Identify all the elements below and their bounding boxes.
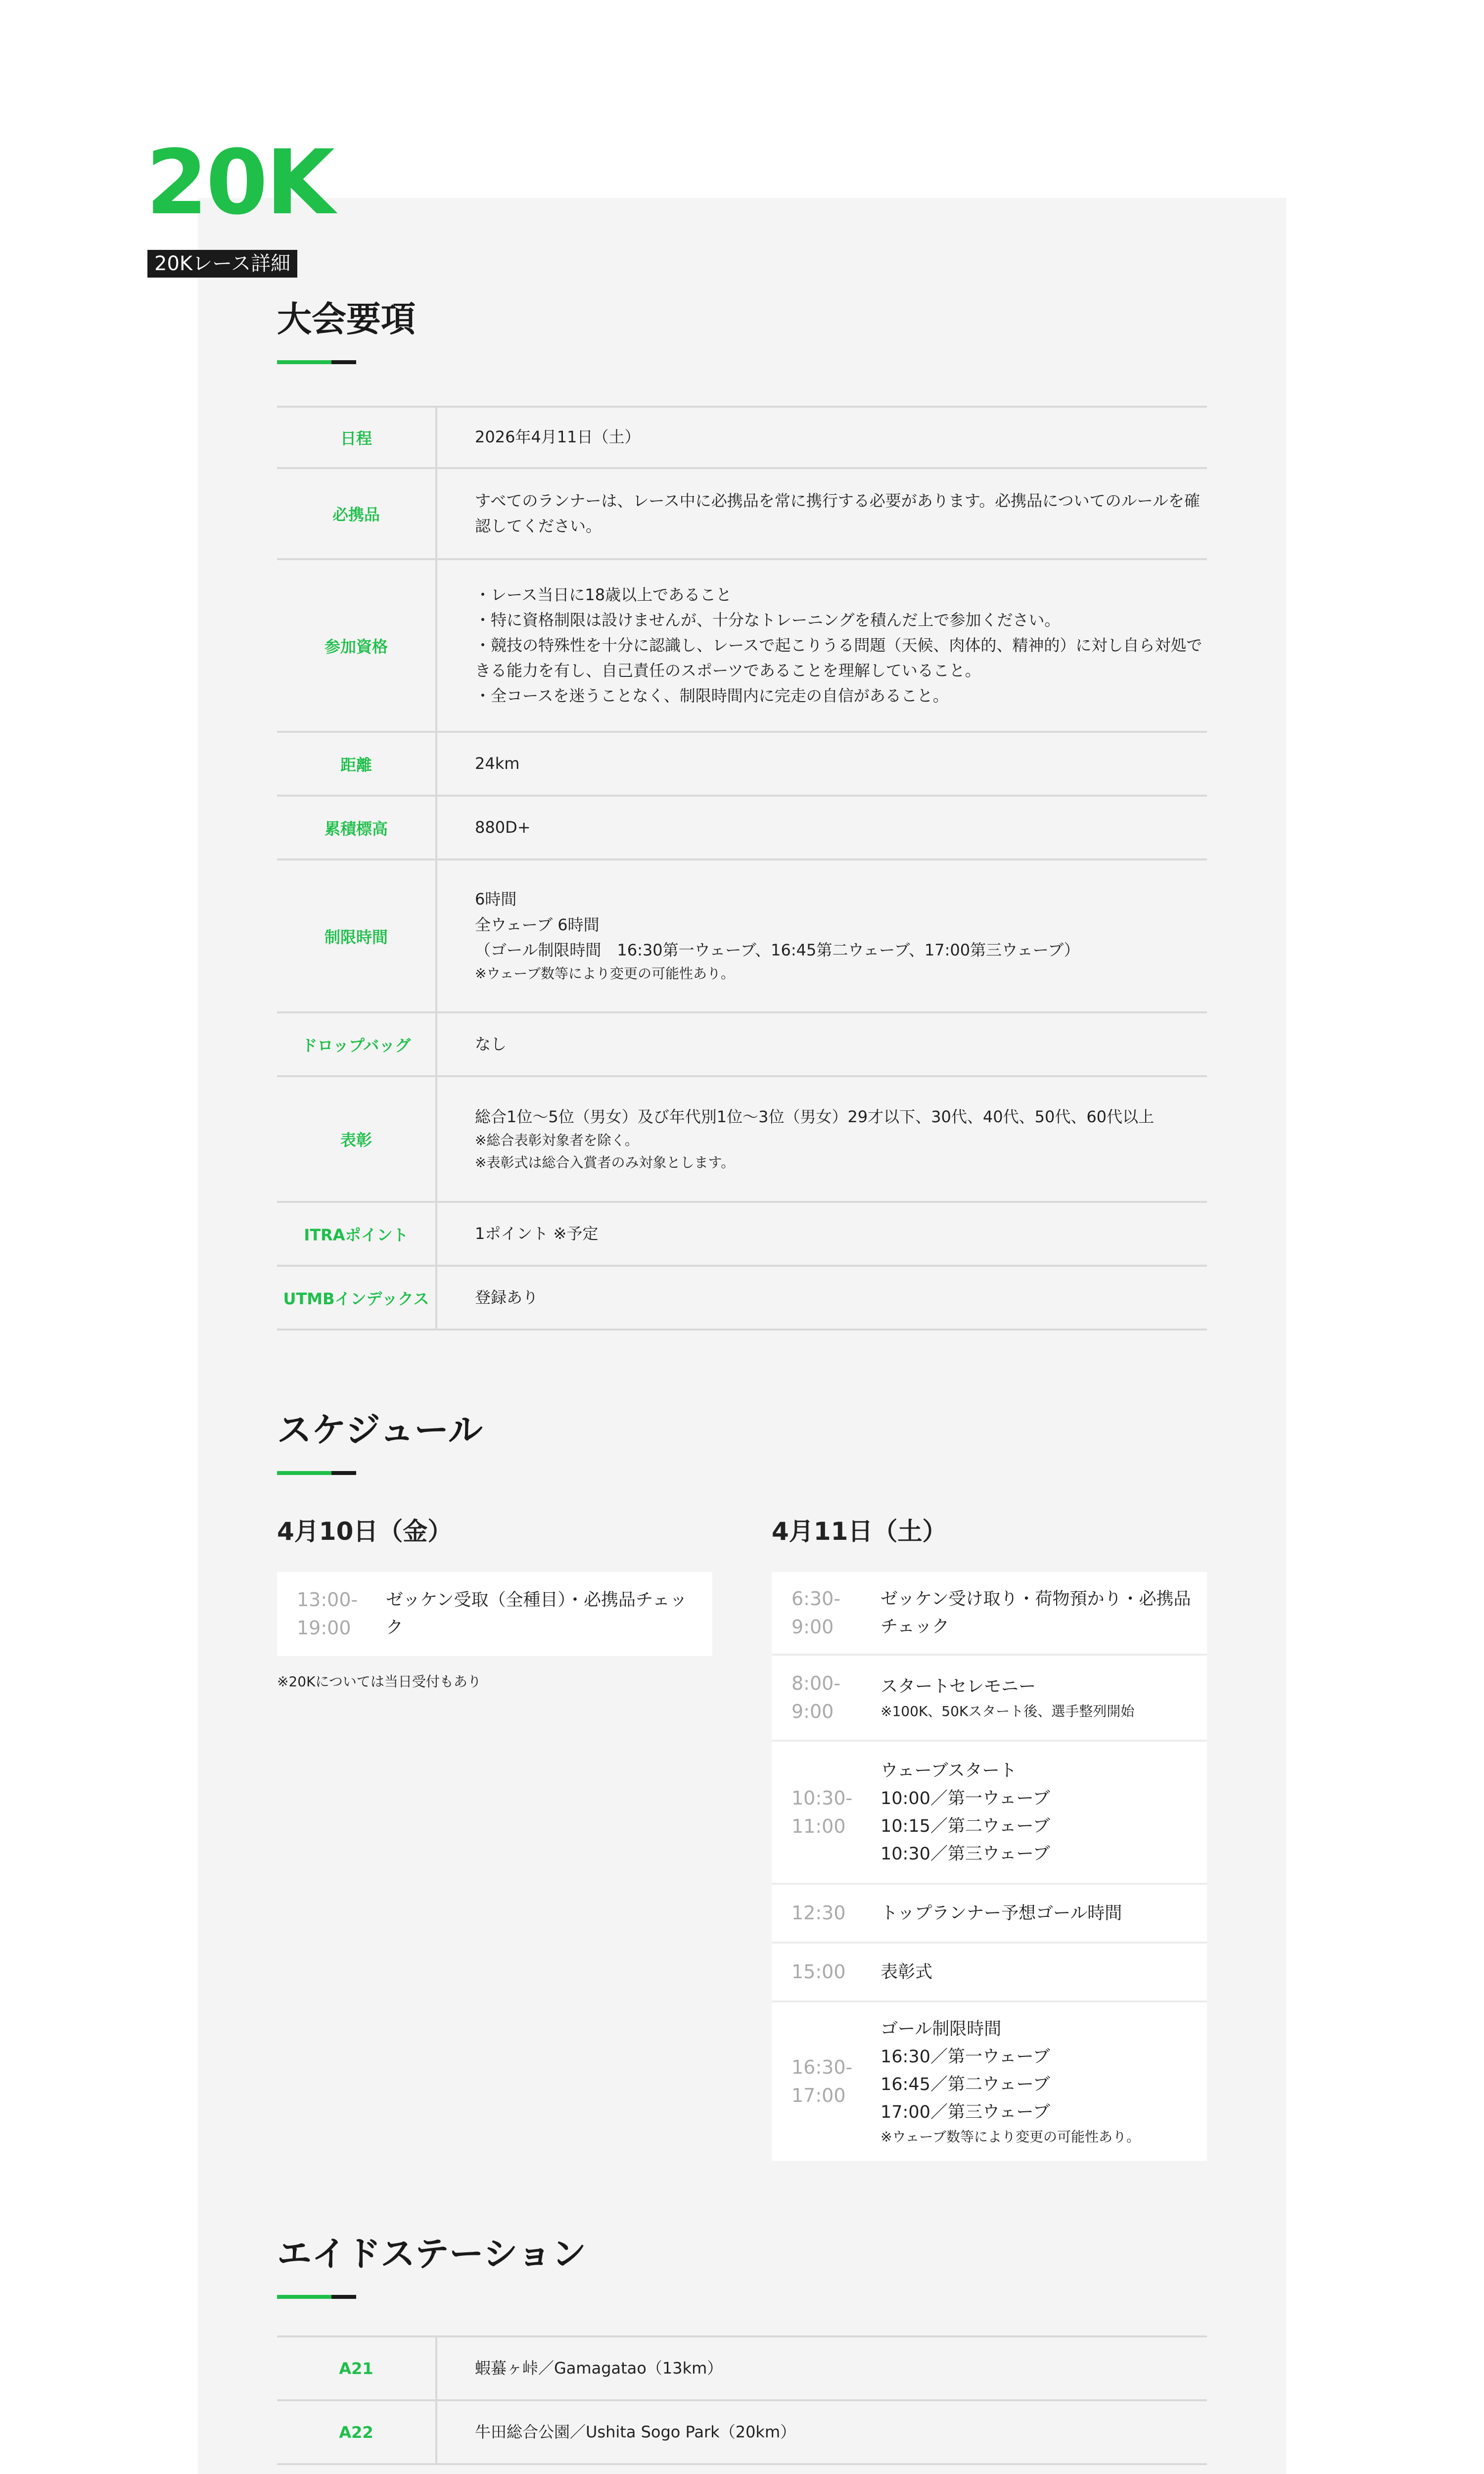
outline-table	[277, 406, 1207, 1331]
schedule-day2	[772, 1512, 1207, 2161]
schedule-item	[772, 1885, 1207, 1944]
row-label: 参加資格	[277, 560, 437, 731]
schedule-day1	[277, 1512, 712, 1691]
aid-row	[277, 2401, 1207, 2465]
schedule-time: 10:30- 11:00	[791, 1787, 853, 1837]
schedule-item	[772, 1944, 1207, 2002]
day1-heading: 4月10日（金）	[277, 1517, 453, 1546]
outline-row-drop-bag	[277, 1013, 1207, 1077]
row-value: ・特に資格制限は設けませんが、十分なトレーニングを積んだ上で参加ください。	[475, 610, 1061, 629]
schedule-desc: ウェーブスタート 10:00／第一ウェーブ 10:15／第二ウェーブ 10:30／第三ウェーブ	[881, 1760, 1050, 1864]
outline-row-date	[277, 406, 1207, 469]
row-label: 日程	[277, 408, 437, 467]
schedule-note: ※ウェーブ数等により変更の可能性あり。	[881, 2128, 1140, 2145]
day2-list	[772, 1572, 1207, 2161]
title-underline	[277, 2295, 356, 2299]
page-subtitle: 20Kレース詳細	[147, 250, 297, 278]
schedule-note: ※100K、50Kスタート後、選手整列開始	[881, 1703, 1135, 1719]
aid-title: エイドステーション	[277, 2234, 587, 2274]
schedule-desc: スタートセレモニー	[881, 1676, 1036, 1697]
row-note: ※表彰式は総合入賞者のみ対象とします。	[475, 1154, 735, 1171]
aid-label: A22	[277, 2401, 437, 2463]
outline-row-eligibility	[277, 560, 1207, 733]
outline-row-awards	[277, 1077, 1207, 1203]
row-value: 880D+	[475, 817, 531, 837]
schedule-desc: ゼッケン受取（全種目）・必携品チェック	[386, 1590, 688, 1638]
outline-row-itra	[277, 1203, 1207, 1267]
outline-section	[277, 299, 1207, 364]
schedule-desc: ゴール制限時間 16:30／第一ウェーブ 16:45／第二ウェーブ 17:00／第三ウェーブ	[881, 2019, 1050, 2122]
row-label: 制限時間	[277, 860, 437, 1011]
schedule-item	[277, 1572, 712, 1656]
schedule-time: 12:30	[791, 1902, 846, 1924]
row-label: 表彰	[277, 1077, 437, 1201]
aid-value: 蝦蟇ヶ峠／Gamagatao（13km）	[475, 2358, 723, 2378]
outline-title: 大会要項	[277, 299, 416, 339]
row-value: すべてのランナーは、レース中に必携品を常に携行する必要があります。必携品についてのルールを確認してください。	[475, 491, 1200, 535]
outline-row-elevation	[277, 797, 1207, 860]
outline-row-distance	[277, 733, 1207, 797]
row-label: 累積標高	[277, 797, 437, 858]
schedule-item	[772, 1656, 1207, 1742]
row-value: 2026年4月11日（土）	[475, 428, 641, 447]
title-underline	[277, 360, 356, 364]
day1-note: ※20Kについては当日受付もあり	[277, 1673, 481, 1690]
row-value: ・競技の特殊性を十分に認識し、レースで起こりうる問題（天候、肉体的、精神的）に対し自ら対処できる能力を有し、自己責任のスポーツであることを理解していること。	[475, 635, 1203, 680]
row-label: ITRAポイント	[277, 1203, 437, 1265]
row-value: 24km	[475, 754, 520, 773]
outline-row-time-limit	[277, 860, 1207, 1013]
row-label: UTMBインデックス	[277, 1267, 437, 1329]
schedule-item	[772, 2002, 1207, 2161]
schedule-desc: トップランナー予想ゴール時間	[881, 1903, 1122, 1923]
row-label: ドロップバッグ	[277, 1013, 437, 1075]
schedule-time: 6:30- 9:00	[791, 1587, 841, 1638]
day1-list	[277, 1572, 712, 1656]
row-value: ・レース当日に18歳以上であること	[475, 585, 732, 604]
row-label: 距離	[277, 733, 437, 795]
schedule-desc: ゼッケン受け取り・荷物預かり・必携品チェック	[881, 1589, 1191, 1637]
row-value: （ゴール制限時間 16:30第一ウェーブ、16:45第二ウェーブ、17:00第三ウェーブ）	[475, 940, 1080, 959]
schedule-item	[772, 1742, 1207, 1885]
day2-heading: 4月11日（土）	[772, 1517, 947, 1546]
row-value: 6時間	[475, 890, 517, 909]
schedule-title: スケジュール	[277, 1410, 483, 1450]
row-value: ・全コースを迷うことなく、制限時間内に完走の自信があること。	[475, 686, 949, 706]
row-label: 必携品	[277, 469, 437, 558]
page-title: 20K	[146, 131, 333, 235]
schedule-section	[277, 1410, 1207, 1475]
aid-label: A21	[277, 2337, 437, 2399]
outline-row-utmb	[277, 1267, 1207, 1331]
schedule-time: 13:00- 19:00	[297, 1589, 358, 1639]
row-note: ※ウェーブ数等により変更の可能性あり。	[475, 965, 735, 982]
outline-row-required	[277, 469, 1207, 560]
title-underline	[277, 1471, 356, 1475]
schedule-desc: 表彰式	[881, 1962, 933, 1982]
schedule-time: 8:00- 9:00	[791, 1672, 841, 1722]
schedule-time: 16:30- 17:00	[791, 2056, 853, 2106]
aid-value: 牛田総合公園／Ushita Sogo Park（20km）	[475, 2422, 796, 2441]
aid-row	[277, 2335, 1207, 2401]
aid-table	[277, 2335, 1207, 2465]
schedule-item	[772, 1572, 1207, 1656]
schedule-time: 15:00	[791, 1961, 846, 1983]
row-value: なし	[475, 1034, 507, 1053]
row-value: 1ポイント ※予定	[475, 1224, 599, 1243]
row-note: ※総合表彰対象者を除く。	[475, 1132, 639, 1148]
row-value: 全ウェーブ 6時間	[475, 915, 600, 934]
row-value: 総合1位〜5位（男女）及び年代別1位〜3位（男女）29才以下、30代、40代、50代、60代以上	[475, 1107, 1155, 1126]
row-value: 登録あり	[475, 1287, 539, 1307]
aid-section	[277, 2236, 1207, 2299]
